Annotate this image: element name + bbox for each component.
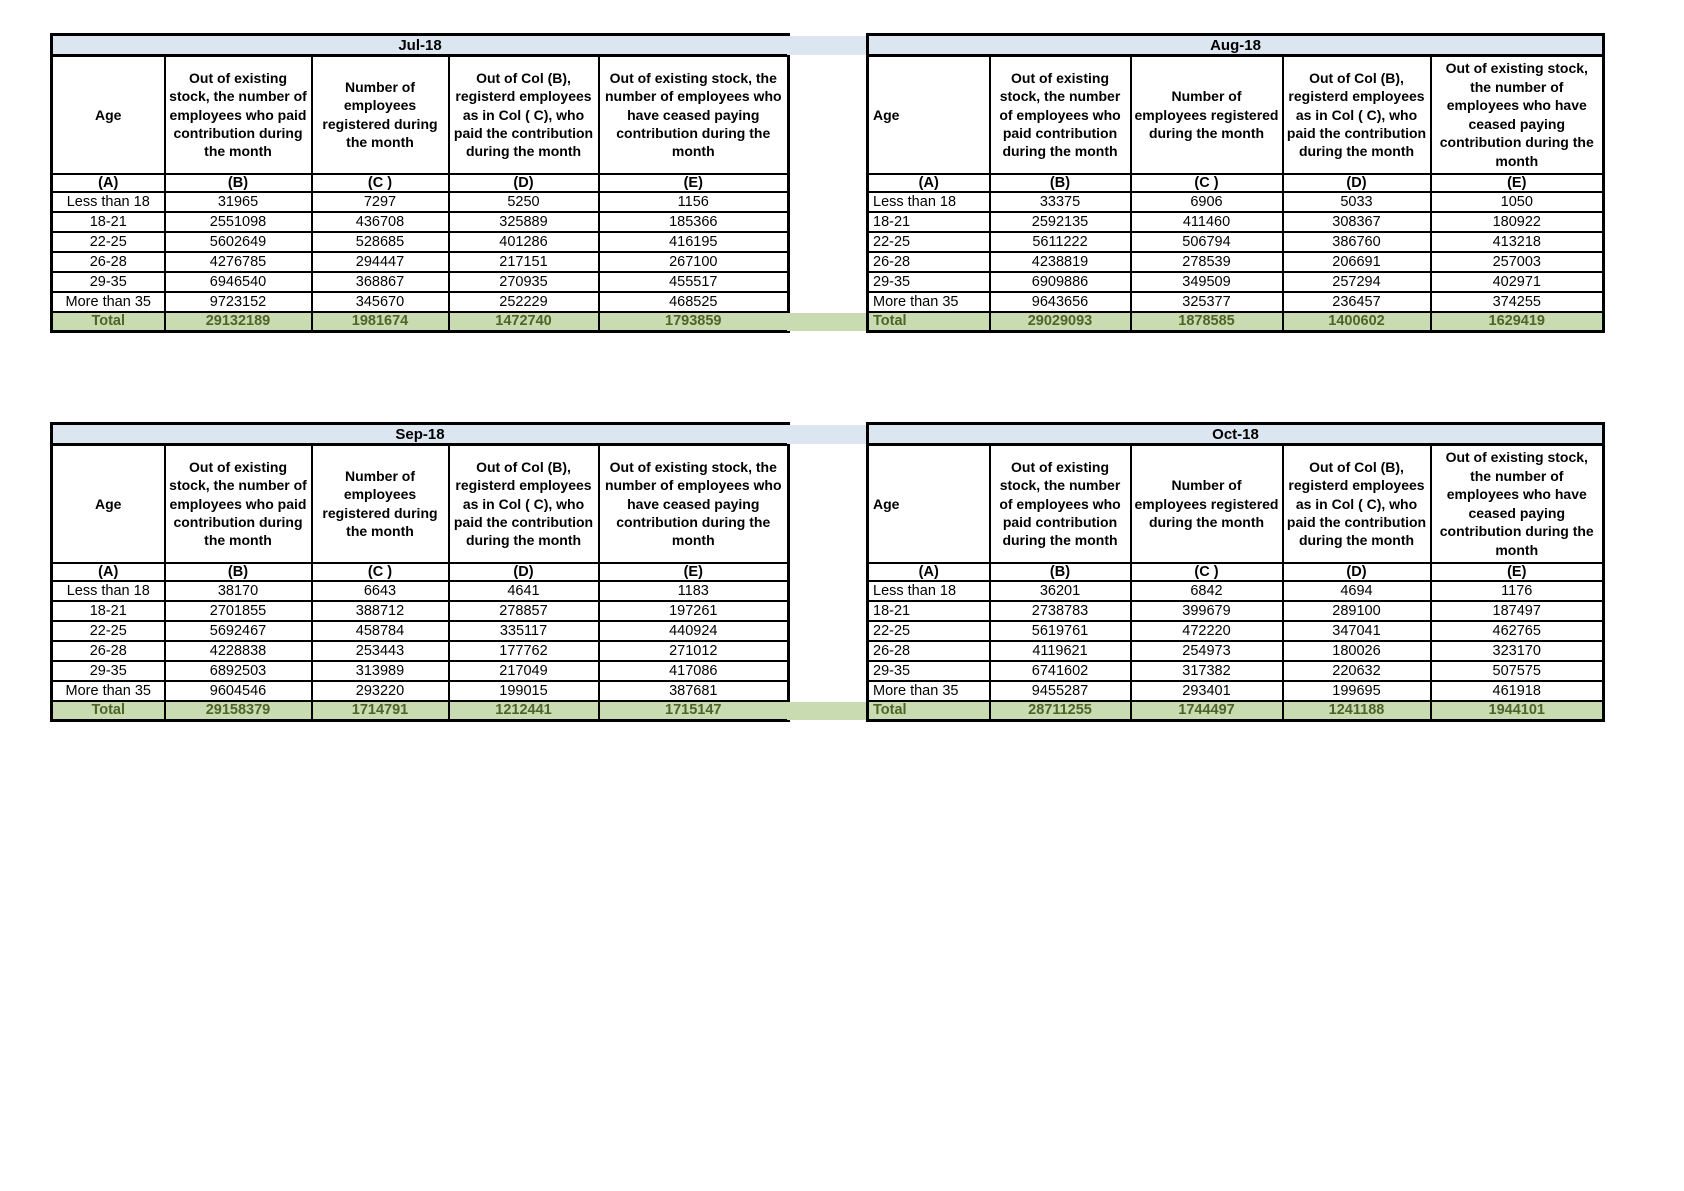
table-row — [868, 621, 1604, 641]
data-table — [866, 422, 1605, 722]
value-cell: 4238819 — [990, 252, 1131, 272]
age-cell: Less than 18 — [52, 581, 165, 601]
month-table-aug-18 — [866, 33, 1602, 333]
value-cell: 387681 — [599, 681, 789, 701]
age-cell: 29-35 — [52, 272, 165, 292]
value-cell: 278857 — [449, 601, 599, 621]
header-col-e: Out of existing stock, the number of employees who have ceased paying contribution during the month — [599, 56, 789, 174]
value-cell: 368867 — [312, 272, 449, 292]
value-cell: 1212441 — [449, 701, 599, 721]
header-col-e: Out of existing stock, the number of employees who have ceased paying contribution during the month — [1431, 445, 1604, 563]
value-cell: 468525 — [599, 292, 789, 312]
value-cell: 1878585 — [1131, 312, 1283, 332]
col-letter-c: (C ) — [312, 174, 449, 192]
header-age: Age — [868, 445, 990, 563]
age-cell: 18-21 — [868, 601, 990, 621]
column-letter-row — [868, 563, 1604, 581]
value-cell: 278539 — [1131, 252, 1283, 272]
value-cell: 507575 — [1431, 661, 1604, 681]
header-col-c: Number of employees registered during the month — [1131, 56, 1283, 174]
value-cell: 9723152 — [165, 292, 312, 312]
col-letter-e: (E) — [1431, 563, 1604, 581]
header-col-e: Out of existing stock, the number of employees who have ceased paying contribution during the month — [599, 445, 789, 563]
value-cell: 1156 — [599, 192, 789, 212]
age-cell: 18-21 — [52, 212, 165, 232]
value-cell: 1744497 — [1131, 701, 1283, 721]
value-cell: 199015 — [449, 681, 599, 701]
col-letter-b: (B) — [990, 174, 1131, 192]
age-cell: 18-21 — [868, 212, 990, 232]
value-cell: 6906 — [1131, 192, 1283, 212]
header-col-d: Out of Col (B), registerd employees as in Col ( C), who paid the contribution during the month — [1283, 445, 1431, 563]
value-cell: 2738783 — [990, 601, 1131, 621]
table-row — [868, 272, 1604, 292]
value-cell: 417086 — [599, 661, 789, 681]
value-cell: 411460 — [1131, 212, 1283, 232]
age-cell: 22-25 — [868, 621, 990, 641]
header-age: Age — [868, 56, 990, 174]
col-letter-b: (B) — [165, 563, 312, 581]
value-cell: 236457 — [1283, 292, 1431, 312]
table-row — [868, 661, 1604, 681]
value-cell: 293401 — [1131, 681, 1283, 701]
value-cell: 217151 — [449, 252, 599, 272]
value-cell: 345670 — [312, 292, 449, 312]
value-cell: 185366 — [599, 212, 789, 232]
value-cell: 180922 — [1431, 212, 1604, 232]
age-cell: More than 35 — [52, 681, 165, 701]
value-cell: 38170 — [165, 581, 312, 601]
table-row — [868, 252, 1604, 272]
month-table-sep-18 — [50, 422, 787, 722]
header-col-c: Number of employees registered during the month — [312, 445, 449, 563]
total-row — [868, 701, 1604, 721]
value-cell: 253443 — [312, 641, 449, 661]
header-col-b: Out of existing stock, the number of employees who paid contribution during the month — [990, 445, 1131, 563]
table-row — [868, 192, 1604, 212]
value-cell: 271012 — [599, 641, 789, 661]
table-row — [868, 292, 1604, 312]
value-cell: 416195 — [599, 232, 789, 252]
header-col-b: Out of existing stock, the number of employees who paid contribution during the month — [165, 445, 312, 563]
month-title: Aug-18 — [868, 35, 1604, 56]
value-cell: 4228838 — [165, 641, 312, 661]
table-title-row — [868, 35, 1604, 56]
value-cell: 472220 — [1131, 621, 1283, 641]
header-col-c: Number of employees registered during the month — [1131, 445, 1283, 563]
header-col-b: Out of existing stock, the number of employees who paid contribution during the month — [165, 56, 312, 174]
value-cell: 455517 — [599, 272, 789, 292]
value-cell: 177762 — [449, 641, 599, 661]
value-cell: 31965 — [165, 192, 312, 212]
age-cell: Less than 18 — [52, 192, 165, 212]
table-title-row — [52, 424, 789, 445]
value-cell: 1050 — [1431, 192, 1604, 212]
value-cell: 528685 — [312, 232, 449, 252]
total-row — [52, 701, 789, 721]
value-cell: 29158379 — [165, 701, 312, 721]
header-col-c: Number of employees registered during the month — [312, 56, 449, 174]
value-cell: 1176 — [1431, 581, 1604, 601]
total-row — [52, 312, 789, 332]
value-cell: 313989 — [312, 661, 449, 681]
value-cell: 1629419 — [1431, 312, 1604, 332]
value-cell: 4119621 — [990, 641, 1131, 661]
data-table — [50, 33, 790, 333]
value-cell: 401286 — [449, 232, 599, 252]
value-cell: 7297 — [312, 192, 449, 212]
value-cell: 506794 — [1131, 232, 1283, 252]
table-row — [52, 581, 789, 601]
value-cell: 252229 — [449, 292, 599, 312]
value-cell: 323170 — [1431, 641, 1604, 661]
value-cell: 217049 — [449, 661, 599, 681]
age-cell: 22-25 — [52, 232, 165, 252]
col-letter-e: (E) — [599, 563, 789, 581]
month-table-jul-18 — [50, 33, 787, 333]
age-cell: 29-35 — [868, 661, 990, 681]
table-row — [868, 641, 1604, 661]
total-label-cell: Total — [52, 701, 165, 721]
month-title: Jul-18 — [52, 35, 789, 56]
value-cell: 1714791 — [312, 701, 449, 721]
value-cell: 388712 — [312, 601, 449, 621]
total-label-cell: Total — [52, 312, 165, 332]
col-letter-e: (E) — [599, 174, 789, 192]
table-row — [868, 601, 1604, 621]
table-row — [52, 661, 789, 681]
col-letter-a: (A) — [868, 563, 990, 581]
table-row — [52, 292, 789, 312]
table-row — [52, 641, 789, 661]
value-cell: 5611222 — [990, 232, 1131, 252]
value-cell: 9455287 — [990, 681, 1131, 701]
header-col-e: Out of existing stock, the number of employees who have ceased paying contribution during the month — [1431, 56, 1604, 174]
table-title-row — [868, 424, 1604, 445]
table-row — [52, 252, 789, 272]
value-cell: 2551098 — [165, 212, 312, 232]
value-cell: 335117 — [449, 621, 599, 641]
value-cell: 413218 — [1431, 232, 1604, 252]
value-cell: 294447 — [312, 252, 449, 272]
value-cell: 9604546 — [165, 681, 312, 701]
value-cell: 33375 — [990, 192, 1131, 212]
value-cell: 402971 — [1431, 272, 1604, 292]
value-cell: 5602649 — [165, 232, 312, 252]
total-label-cell: Total — [868, 312, 990, 332]
header-col-b: Out of existing stock, the number of employees who paid contribution during the month — [990, 56, 1131, 174]
col-letter-b: (B) — [165, 174, 312, 192]
value-cell: 293220 — [312, 681, 449, 701]
total-row — [868, 312, 1604, 332]
value-cell: 1981674 — [312, 312, 449, 332]
gap-fill-total-top — [787, 313, 866, 331]
value-cell: 317382 — [1131, 661, 1283, 681]
data-table — [50, 422, 790, 722]
table-header-row — [868, 56, 1604, 174]
value-cell: 440924 — [599, 621, 789, 641]
value-cell: 36201 — [990, 581, 1131, 601]
value-cell: 6946540 — [165, 272, 312, 292]
value-cell: 325377 — [1131, 292, 1283, 312]
header-col-d: Out of Col (B), registerd employees as in Col ( C), who paid the contribution during the month — [449, 445, 599, 563]
value-cell: 308367 — [1283, 212, 1431, 232]
value-cell: 386760 — [1283, 232, 1431, 252]
month-table-oct-18 — [866, 422, 1602, 722]
value-cell: 6842 — [1131, 581, 1283, 601]
month-title: Oct-18 — [868, 424, 1604, 445]
table-row — [52, 232, 789, 252]
col-letter-a: (A) — [52, 174, 165, 192]
table-row — [52, 681, 789, 701]
value-cell: 197261 — [599, 601, 789, 621]
value-cell: 2701855 — [165, 601, 312, 621]
header-col-d: Out of Col (B), registerd employees as in Col ( C), who paid the contribution during the month — [1283, 56, 1431, 174]
value-cell: 267100 — [599, 252, 789, 272]
value-cell: 347041 — [1283, 621, 1431, 641]
gap-fill-title-bottom — [787, 425, 866, 444]
value-cell: 187497 — [1431, 601, 1604, 621]
table-header-row — [52, 445, 789, 563]
value-cell: 374255 — [1431, 292, 1604, 312]
table-row — [868, 212, 1604, 232]
value-cell: 254973 — [1131, 641, 1283, 661]
value-cell: 5250 — [449, 192, 599, 212]
value-cell: 325889 — [449, 212, 599, 232]
table-row — [52, 212, 789, 232]
value-cell: 1944101 — [1431, 701, 1604, 721]
value-cell: 6909886 — [990, 272, 1131, 292]
value-cell: 28711255 — [990, 701, 1131, 721]
age-cell: 26-28 — [868, 252, 990, 272]
value-cell: 1183 — [599, 581, 789, 601]
age-cell: 22-25 — [868, 232, 990, 252]
value-cell: 436708 — [312, 212, 449, 232]
value-cell: 6892503 — [165, 661, 312, 681]
value-cell: 199695 — [1283, 681, 1431, 701]
col-letter-d: (D) — [1283, 174, 1431, 192]
value-cell: 2592135 — [990, 212, 1131, 232]
table-row — [52, 272, 789, 292]
value-cell: 29132189 — [165, 312, 312, 332]
value-cell: 1793859 — [599, 312, 789, 332]
value-cell: 1241188 — [1283, 701, 1431, 721]
value-cell: 5692467 — [165, 621, 312, 641]
value-cell: 180026 — [1283, 641, 1431, 661]
value-cell: 5619761 — [990, 621, 1131, 641]
month-title: Sep-18 — [52, 424, 789, 445]
age-cell: More than 35 — [52, 292, 165, 312]
age-cell: 26-28 — [52, 641, 165, 661]
age-cell: 29-35 — [52, 661, 165, 681]
value-cell: 289100 — [1283, 601, 1431, 621]
table-row — [868, 232, 1604, 252]
col-letter-c: (C ) — [1131, 563, 1283, 581]
table-row — [868, 681, 1604, 701]
header-age: Age — [52, 56, 165, 174]
age-cell: Less than 18 — [868, 581, 990, 601]
value-cell: 458784 — [312, 621, 449, 641]
value-cell: 6643 — [312, 581, 449, 601]
age-cell: 29-35 — [868, 272, 990, 292]
column-letter-row — [52, 563, 789, 581]
value-cell: 257003 — [1431, 252, 1604, 272]
col-letter-d: (D) — [1283, 563, 1431, 581]
value-cell: 206691 — [1283, 252, 1431, 272]
age-cell: More than 35 — [868, 292, 990, 312]
header-age: Age — [52, 445, 165, 563]
value-cell: 257294 — [1283, 272, 1431, 292]
value-cell: 29029093 — [990, 312, 1131, 332]
col-letter-b: (B) — [990, 563, 1131, 581]
col-letter-d: (D) — [449, 174, 599, 192]
value-cell: 4641 — [449, 581, 599, 601]
col-letter-c: (C ) — [1131, 174, 1283, 192]
value-cell: 4694 — [1283, 581, 1431, 601]
header-col-d: Out of Col (B), registerd employees as in Col ( C), who paid the contribution during the month — [449, 56, 599, 174]
col-letter-a: (A) — [52, 563, 165, 581]
table-row — [52, 621, 789, 641]
table-title-row — [52, 35, 789, 56]
value-cell: 461918 — [1431, 681, 1604, 701]
col-letter-a: (A) — [868, 174, 990, 192]
value-cell: 399679 — [1131, 601, 1283, 621]
data-table — [866, 33, 1605, 333]
value-cell: 5033 — [1283, 192, 1431, 212]
table-header-row — [52, 56, 789, 174]
value-cell: 4276785 — [165, 252, 312, 272]
column-letter-row — [52, 174, 789, 192]
total-label-cell: Total — [868, 701, 990, 721]
value-cell: 1472740 — [449, 312, 599, 332]
gap-fill-title-top — [787, 36, 866, 55]
age-cell: 26-28 — [868, 641, 990, 661]
col-letter-e: (E) — [1431, 174, 1604, 192]
column-letter-row — [868, 174, 1604, 192]
age-cell: More than 35 — [868, 681, 990, 701]
col-letter-c: (C ) — [312, 563, 449, 581]
table-header-row — [868, 445, 1604, 563]
age-cell: 18-21 — [52, 601, 165, 621]
value-cell: 220632 — [1283, 661, 1431, 681]
value-cell: 9643656 — [990, 292, 1131, 312]
age-cell: Less than 18 — [868, 192, 990, 212]
table-row — [868, 581, 1604, 601]
age-cell: 22-25 — [52, 621, 165, 641]
table-row — [52, 601, 789, 621]
age-cell: 26-28 — [52, 252, 165, 272]
value-cell: 1715147 — [599, 701, 789, 721]
table-row — [52, 192, 789, 212]
gap-fill-total-bottom — [787, 702, 866, 720]
value-cell: 270935 — [449, 272, 599, 292]
value-cell: 349509 — [1131, 272, 1283, 292]
value-cell: 462765 — [1431, 621, 1604, 641]
value-cell: 6741602 — [990, 661, 1131, 681]
col-letter-d: (D) — [449, 563, 599, 581]
value-cell: 1400602 — [1283, 312, 1431, 332]
